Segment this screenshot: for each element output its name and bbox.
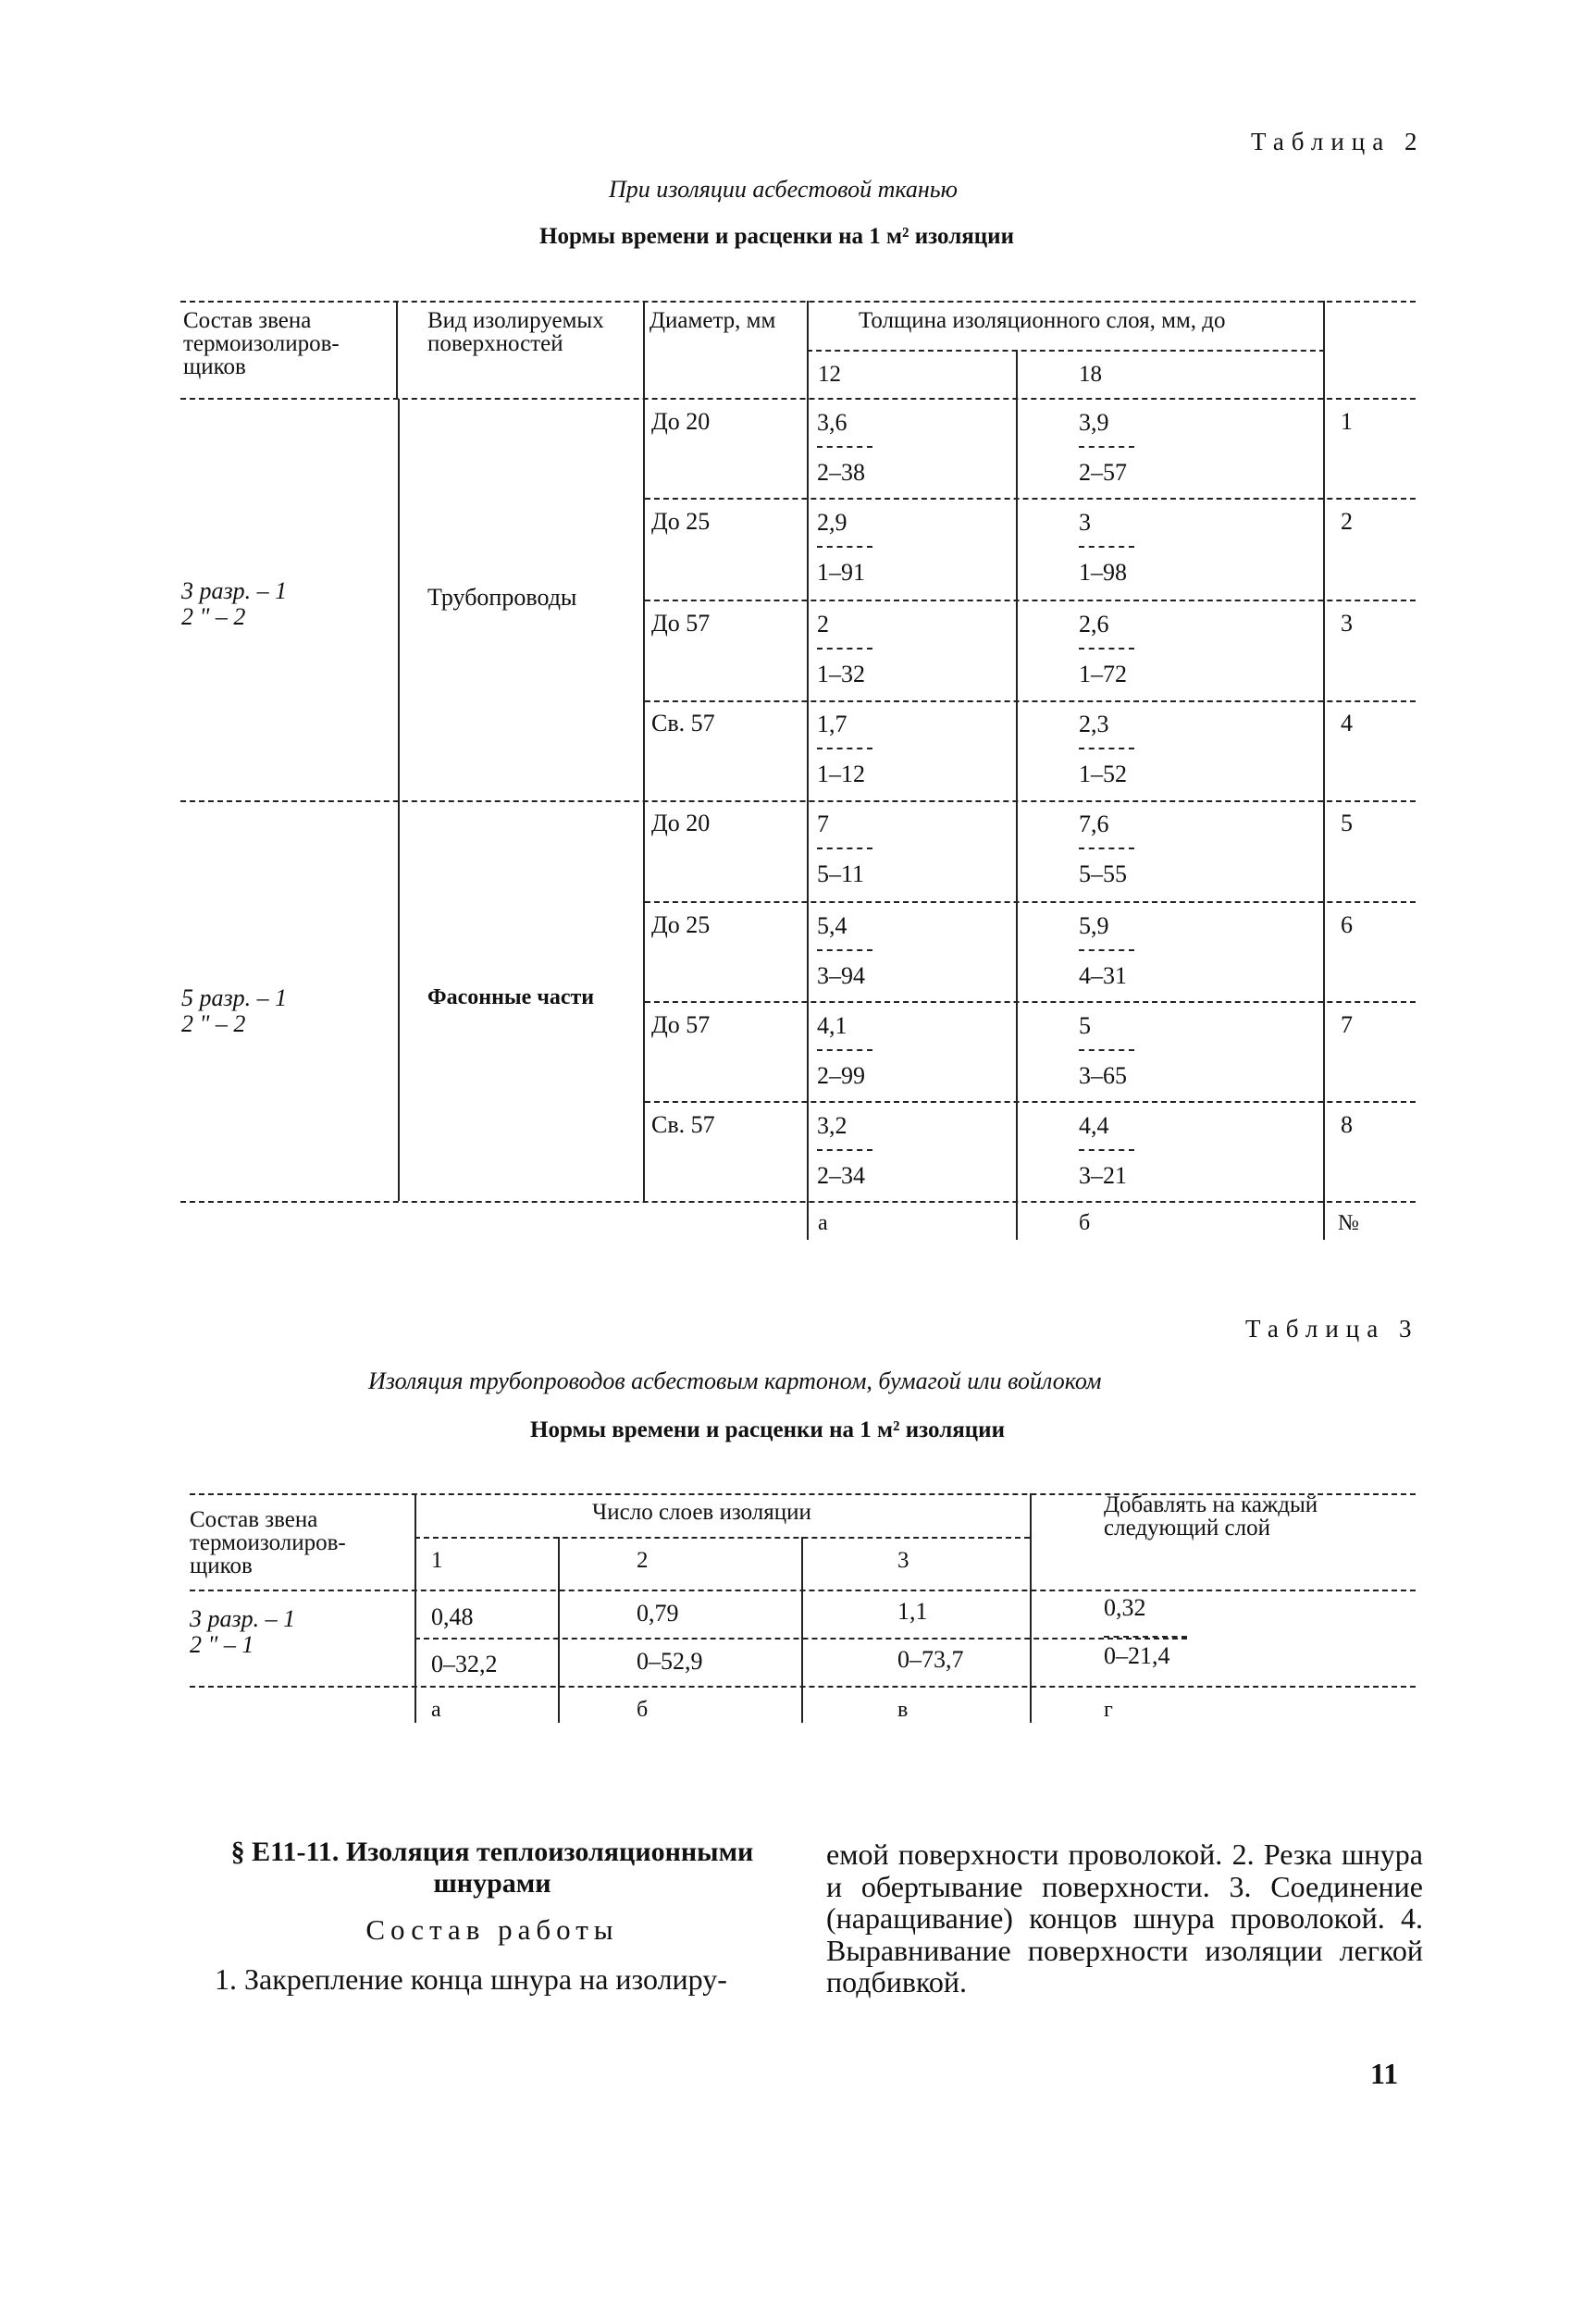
norm-value: 0,32 xyxy=(1104,1594,1146,1621)
table-2-title: Нормы времени и расценки на 1 м² изоляции xyxy=(539,224,1014,249)
table-3-crew xyxy=(190,1606,295,1658)
row-number: 2 xyxy=(1341,508,1353,535)
table-3-header-2: 2 xyxy=(637,1548,649,1573)
table-3-header-subrule xyxy=(414,1537,1030,1539)
crew-line: 5 разр. – 1 xyxy=(181,984,288,1011)
diameter-cell: До 57 xyxy=(651,1011,711,1038)
norm-value: 3,9 xyxy=(1079,409,1109,436)
row-number: 8 xyxy=(1341,1111,1353,1138)
norm-value: 1,1 xyxy=(897,1598,928,1625)
table-3-title: Нормы времени и расценки на 1 м² изоляции xyxy=(530,1417,1005,1442)
norm-value: 2,3 xyxy=(1079,711,1109,737)
row-number: 3 xyxy=(1341,610,1353,637)
table-3-header-1: 1 xyxy=(431,1548,443,1573)
diameter-cell: До 20 xyxy=(651,810,711,836)
table-3-label: Таблица 3 xyxy=(1245,1315,1419,1343)
rate-value: 3–94 xyxy=(817,962,865,989)
fraction-bar xyxy=(1104,1636,1187,1638)
norm-value: 2,9 xyxy=(817,509,847,536)
rate-value: 0–21,4 xyxy=(1104,1642,1170,1669)
table-3-col-divider xyxy=(1030,1493,1032,1723)
table-2-header-12: 12 xyxy=(818,362,841,387)
rate-value: 2–57 xyxy=(1079,459,1127,486)
table-3-header-layers: Число слоев изоляции xyxy=(592,1500,811,1525)
table-3-footer-b: б xyxy=(637,1698,649,1722)
table-2-subtitle: При изоляции асбестовой тканью xyxy=(609,176,958,203)
table-3-header-crew: Состав звена термоизолиров-щиков xyxy=(190,1507,346,1578)
rate-value: 5–55 xyxy=(1079,860,1127,887)
rate-value: 2–34 xyxy=(817,1162,865,1189)
crew-line: 3 разр. – 1 xyxy=(181,577,288,604)
rate-value: 2–99 xyxy=(817,1062,865,1089)
diameter-cell: До 25 xyxy=(651,911,711,938)
norm-value: 3,6 xyxy=(817,409,847,436)
diameter-cell: Св. 57 xyxy=(651,1111,715,1138)
rate-value: 5–11 xyxy=(817,860,865,887)
norm-value: 4,1 xyxy=(817,1012,847,1039)
page-number: 11 xyxy=(1370,2057,1399,2090)
row-number: 4 xyxy=(1341,710,1353,736)
rate-value: 2–38 xyxy=(817,459,865,486)
rate-value: 0–32,2 xyxy=(431,1651,498,1677)
diameter-cell: До 25 xyxy=(651,508,711,535)
table-3-footer-d: г xyxy=(1104,1698,1113,1722)
rate-value: 1–52 xyxy=(1079,761,1127,787)
rate-value: 3–21 xyxy=(1079,1162,1127,1189)
table-2-header-surface: Вид изолируемых поверхностей xyxy=(427,308,604,356)
table-2-surface-fittings: Фасонные части xyxy=(427,985,595,1009)
norm-value: 7,6 xyxy=(1079,811,1109,837)
row-number: 5 xyxy=(1341,810,1353,836)
norm-value: 7 xyxy=(817,811,829,837)
row-number: 1 xyxy=(1341,408,1353,435)
table-2-label: Таблица 2 xyxy=(1251,128,1425,155)
table-2-footer-a: а xyxy=(818,1211,828,1235)
table-3-footer-a: а xyxy=(431,1698,441,1722)
norm-value: 5,4 xyxy=(817,912,847,939)
table-3-header-3: 3 xyxy=(897,1548,909,1573)
table-2-header-18: 18 xyxy=(1079,362,1102,387)
rate-value: 1–72 xyxy=(1079,661,1127,687)
rate-value: 1–12 xyxy=(817,761,865,787)
diameter-cell: До 57 xyxy=(651,610,711,637)
diameter-cell: До 20 xyxy=(651,408,711,435)
table-3-col-divider xyxy=(558,1537,560,1723)
section-subheading: Состав работы xyxy=(365,1913,619,1946)
table-2-footer-no: № xyxy=(1338,1211,1359,1235)
table-3-col-divider xyxy=(414,1493,416,1723)
rate-value: 1–91 xyxy=(817,559,865,586)
crew-line: 2 " – 2 xyxy=(181,1010,246,1037)
rate-value: 1–32 xyxy=(817,661,865,687)
section-heading: § Е11-11. Изоляция теплоизоляционными шнурами xyxy=(230,1837,754,1899)
row-number: 7 xyxy=(1341,1011,1353,1038)
crew-line: 2 " – 1 xyxy=(190,1631,254,1658)
table-3-header-extra: Добавлять на каждый следующий слой xyxy=(1104,1492,1318,1541)
rate-value: 1–98 xyxy=(1079,559,1127,586)
table-3-subtitle: Изоляция трубопроводов асбестовым картоном, бумагой или войлоком xyxy=(368,1367,1102,1394)
norm-value: 1,7 xyxy=(817,711,847,737)
rate-value: 0–73,7 xyxy=(897,1646,964,1673)
norm-value: 2,6 xyxy=(1079,611,1109,637)
row-number: 6 xyxy=(1341,911,1353,938)
norm-value: 4,4 xyxy=(1079,1112,1109,1139)
crew-line: 3 разр. – 1 xyxy=(190,1605,296,1632)
norm-value: 3 xyxy=(1079,509,1091,536)
norm-value: 5,9 xyxy=(1079,912,1109,939)
norm-value: 3,2 xyxy=(817,1112,847,1139)
rate-value: 4–31 xyxy=(1079,962,1127,989)
table-3-col-divider xyxy=(801,1537,803,1723)
norm-value: 2 xyxy=(817,611,829,637)
section-left-text: 1. Закрепление конца шнура на изолиру- xyxy=(215,1962,727,1996)
diameter-cell: Св. 57 xyxy=(651,710,715,736)
crew-line: 2 " – 2 xyxy=(181,603,246,630)
norm-value: 5 xyxy=(1079,1012,1091,1039)
norm-value: 0,48 xyxy=(431,1603,474,1630)
table-2-header-thickness: Толщина изоляционного слоя, мм, до xyxy=(859,308,1226,333)
table-2-header-diameter: Диаметр, мм xyxy=(650,308,776,333)
norm-value: 0,79 xyxy=(637,1600,679,1627)
rate-value: 0–52,9 xyxy=(637,1648,703,1675)
table-3-footer-c: в xyxy=(897,1698,909,1722)
rate-value: 3–65 xyxy=(1079,1062,1127,1089)
section-right-text: емой поверхности проволокой. 2. Резка шнура и обертывание поверхности. 3. Соединение (наращивание) концов шнура проволокой. 4. Выравнивание поверхности изоляции легкой подбивкой. xyxy=(826,1838,1423,1999)
table-2-header-crew: Состав звена термоизолиров-щиков xyxy=(183,308,340,379)
table-2-surface-pipes: Трубопроводы xyxy=(427,584,577,611)
table-2-footer-b: б xyxy=(1079,1211,1091,1235)
